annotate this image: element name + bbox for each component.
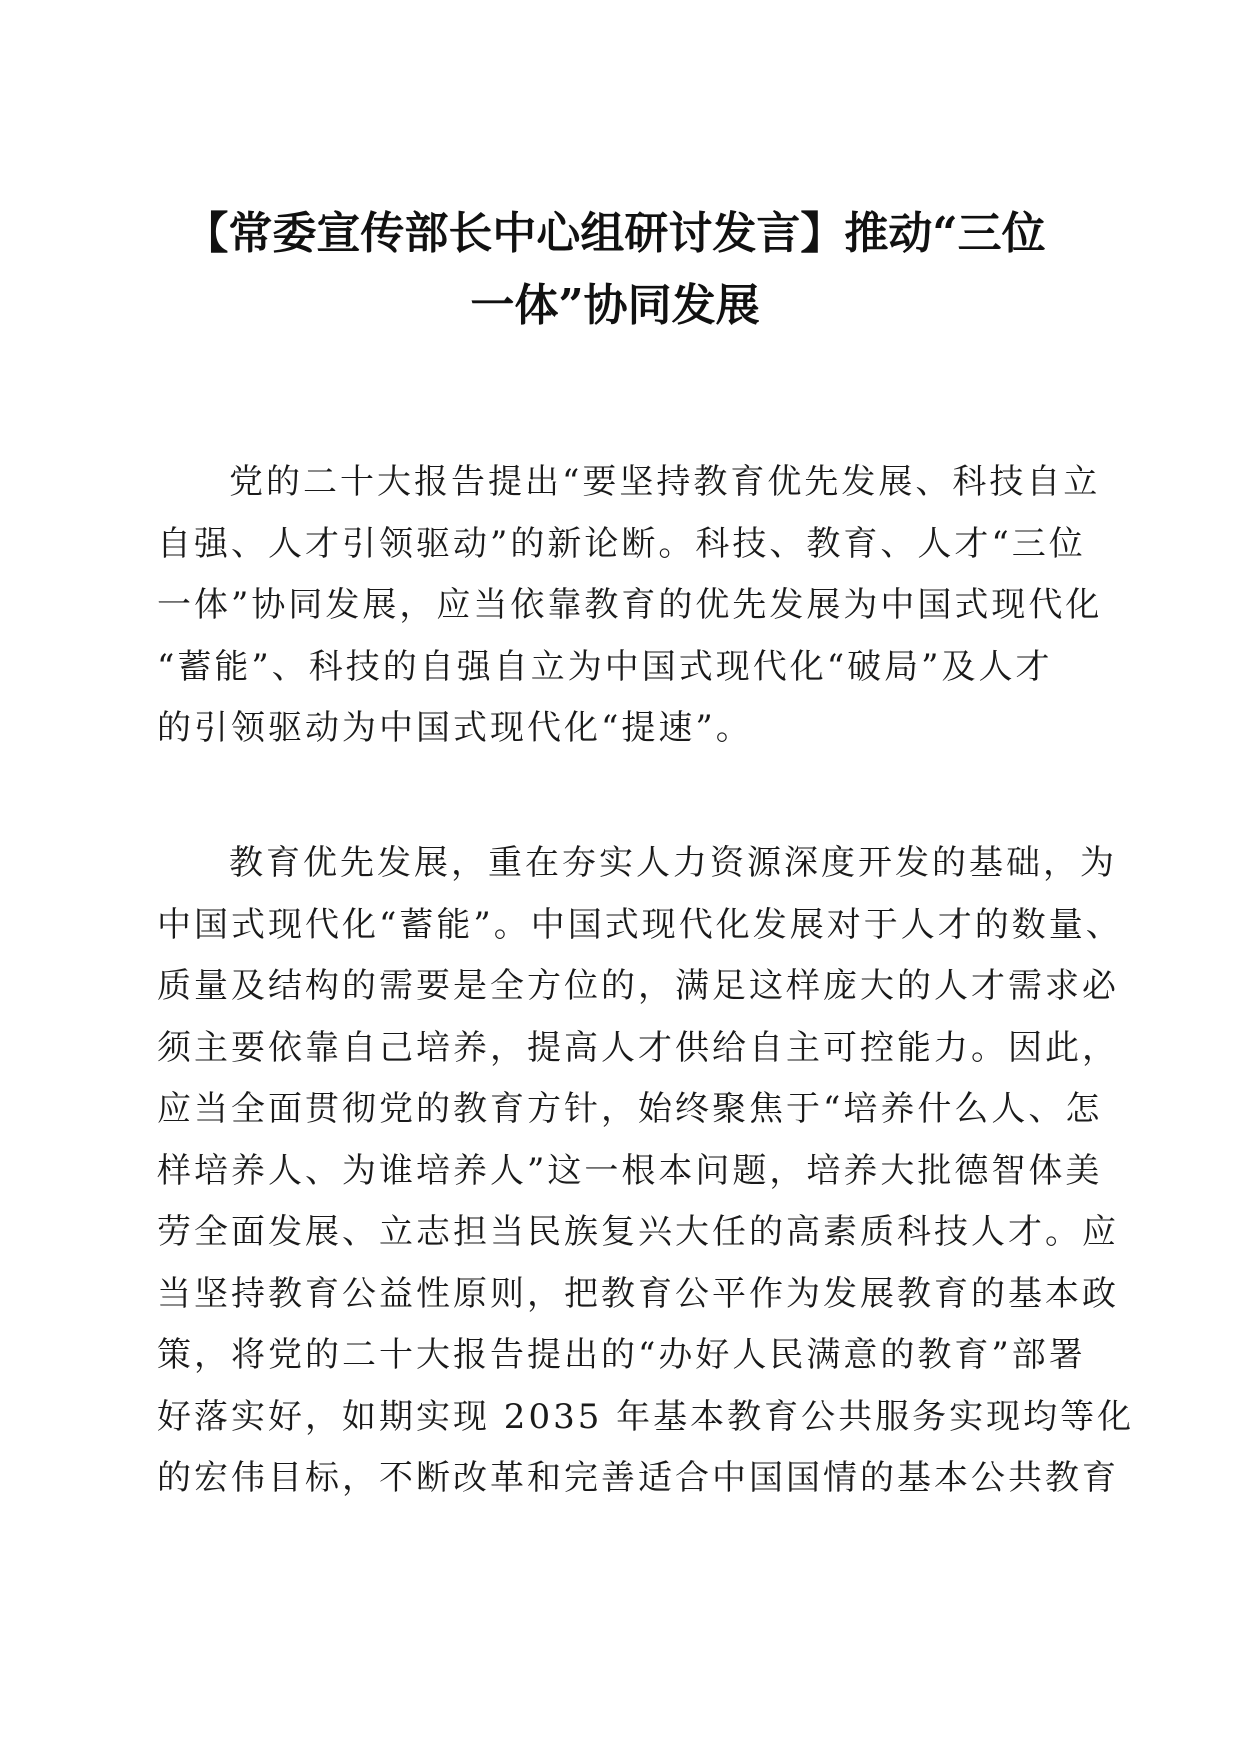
body-paragraph-1 bbox=[157, 452, 1103, 760]
paragraph-line: 应当全面贯彻党的教育方针，始终聚焦于“培养什么人、怎 bbox=[157, 1089, 1103, 1129]
paragraph-line: 的宏伟目标，不断改革和完善适合中国国情的基本公共教育 bbox=[157, 1458, 1119, 1498]
paragraph-line: 教育优先发展，重在夯实人力资源深度开发的基础，为 bbox=[229, 843, 1117, 883]
paragraph-line: 的引领驱动为中国式现代化“提速”。 bbox=[157, 708, 753, 748]
paragraph-line: 好落实好，如期实现 2035 年基本教育公共服务实现均等化 bbox=[157, 1396, 1135, 1437]
title-line-1: 【常委宣传部长中心组研讨发言】推动“三位 bbox=[184, 208, 1046, 259]
paragraph-line: 党的二十大报告提出“要坚持教育优先发展、科技自立 bbox=[229, 462, 1101, 502]
paragraph-line: 当坚持教育公益性原则，把教育公平作为发展教育的基本政 bbox=[157, 1273, 1119, 1314]
paragraph-line: 策，将党的二十大报告提出的“办好人民满意的教育”部署 bbox=[157, 1335, 1086, 1375]
body-paragraph-2 bbox=[157, 833, 1135, 1510]
paragraph-line: “蓄能”、科技的自强自立为中国式现代化“破局”及人才 bbox=[157, 646, 1053, 687]
document-title bbox=[150, 198, 1080, 342]
paragraph-line: 须主要依靠自己培养，提高人才供给自主可控能力。因此， bbox=[157, 1027, 1119, 1068]
title-line-2: 一体”协同发展 bbox=[470, 280, 760, 331]
paragraph-line: 自强、人才引领驱动”的新论断。科技、教育、人才“三位 bbox=[157, 523, 1086, 564]
paragraph-line: 一体”协同发展，应当依靠教育的优先发展为中国式现代化 bbox=[157, 585, 1103, 625]
paragraph-line: 样培养人、为谁培养人”这一根本问题，培养大批德智体美 bbox=[157, 1150, 1103, 1191]
paragraph-line: 中国式现代化“蓄能”。中国式现代化发展对于人才的数量、 bbox=[157, 904, 1123, 945]
paragraph-line: 质量及结构的需要是全方位的，满足这样庞大的人才需求必 bbox=[157, 966, 1119, 1006]
paragraph-line: 劳全面发展、立志担当民族复兴大任的高素质科技人才。应 bbox=[157, 1212, 1119, 1252]
